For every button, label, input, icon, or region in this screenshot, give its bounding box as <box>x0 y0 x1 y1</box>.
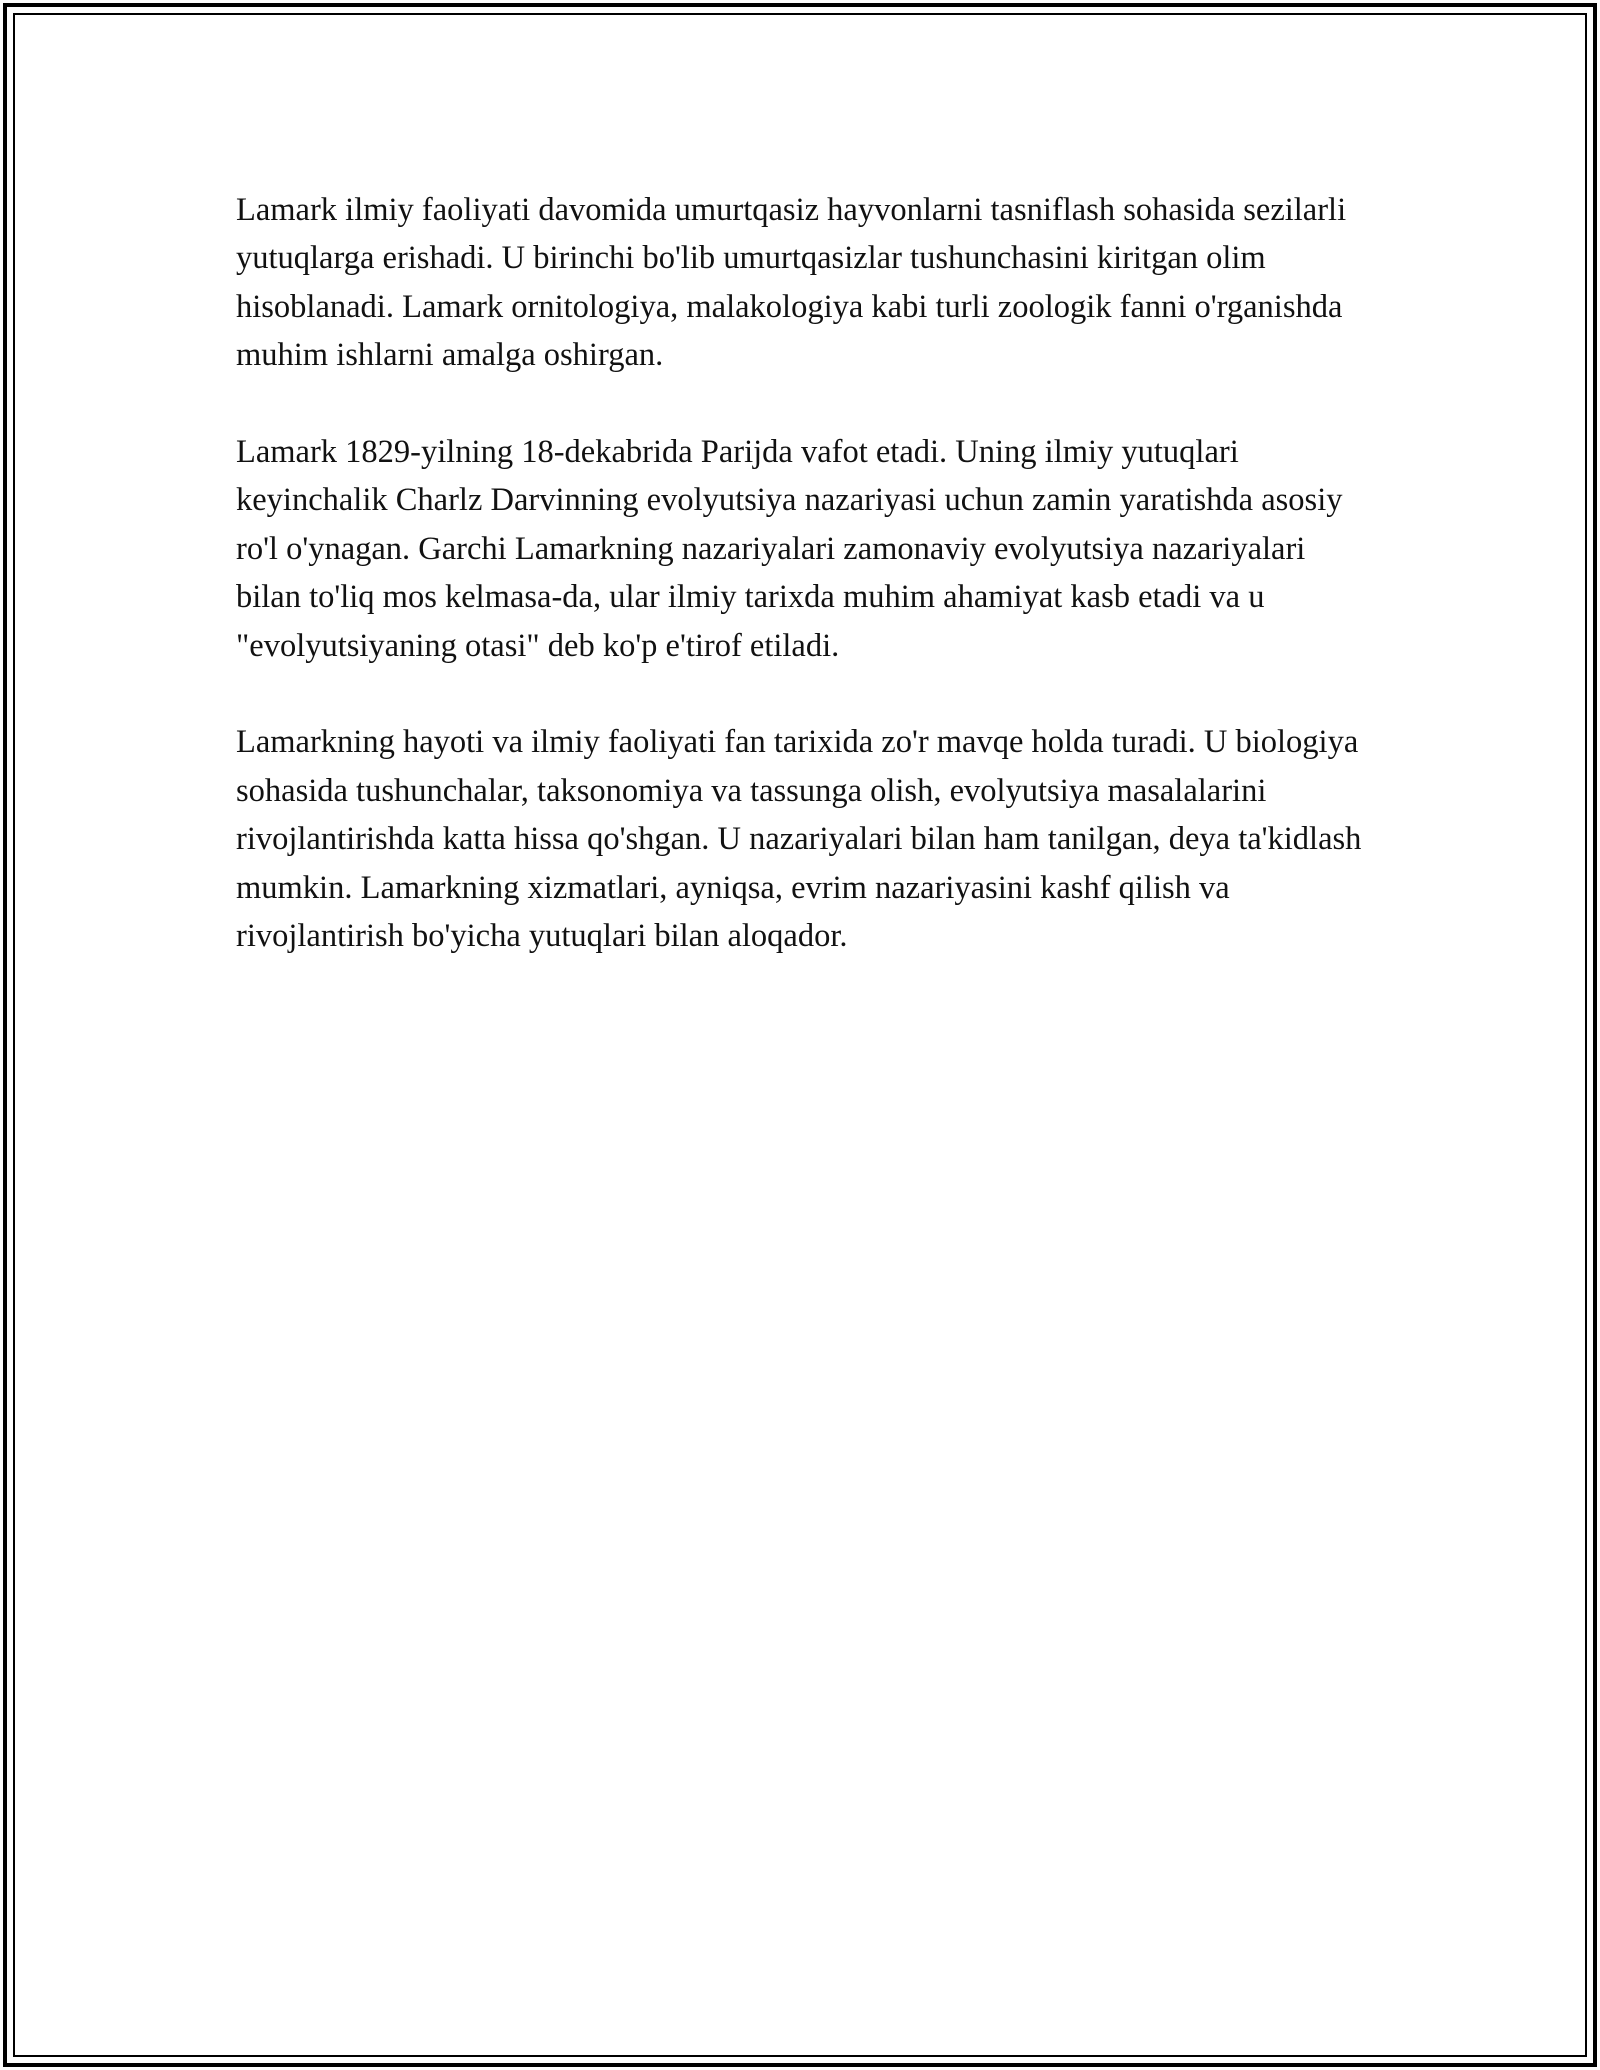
document-body <box>236 186 1376 1009</box>
paragraph-3: Lamarkning hayoti va ilmiy faoliyati fan tarixida zo'r mavqe holda turadi. U biologiya sohasida tushunchalar, taksonomiya va tassunga olish, evolyutsiya masalalarini rivojlantirishda katta hissa qo'shgan. U nazariyalari bilan ham tanilgan, deya ta'kidlash mumkin. Lamarkning xizmatlari, ayniqsa, evrim nazariyasini kashf qilish va rivojlantirish bo'yicha yutuqlari bilan aloqador. <box>236 724 1362 955</box>
paragraph-2: Lamark 1829-yilning 18-dekabrida Parijda vafot etadi. Uning ilmiy yutuqlari keyinchalik Charlz Darvinning evolyutsiya nazariyasi uchun zamin yaratishda asosiy ro'l o'ynagan. Garchi Lamarkning nazariyalari zamonaviy evolyutsiya nazariyalari bilan to'liq mos kelmasa-da, ular ilmiy tarixda muhim ahamiyat kasb etadi va u "evolyutsiyaning otasi" deb ko'p e'tirof etiladi. <box>236 434 1343 664</box>
paragraph-1: Lamark ilmiy faoliyati davomida umurtqasiz hayvonlarni tasniflash sohasida sezilarli yutuqlarga erishadi. U birinchi bo'lib umurtqasizlar tushunchasini kiritgan olim hisoblanadi. Lamark ornitologiya, malakologiya kabi turli zoologik fanni o'rganishda muhim ishlarni amalga oshirgan. <box>236 192 1347 374</box>
